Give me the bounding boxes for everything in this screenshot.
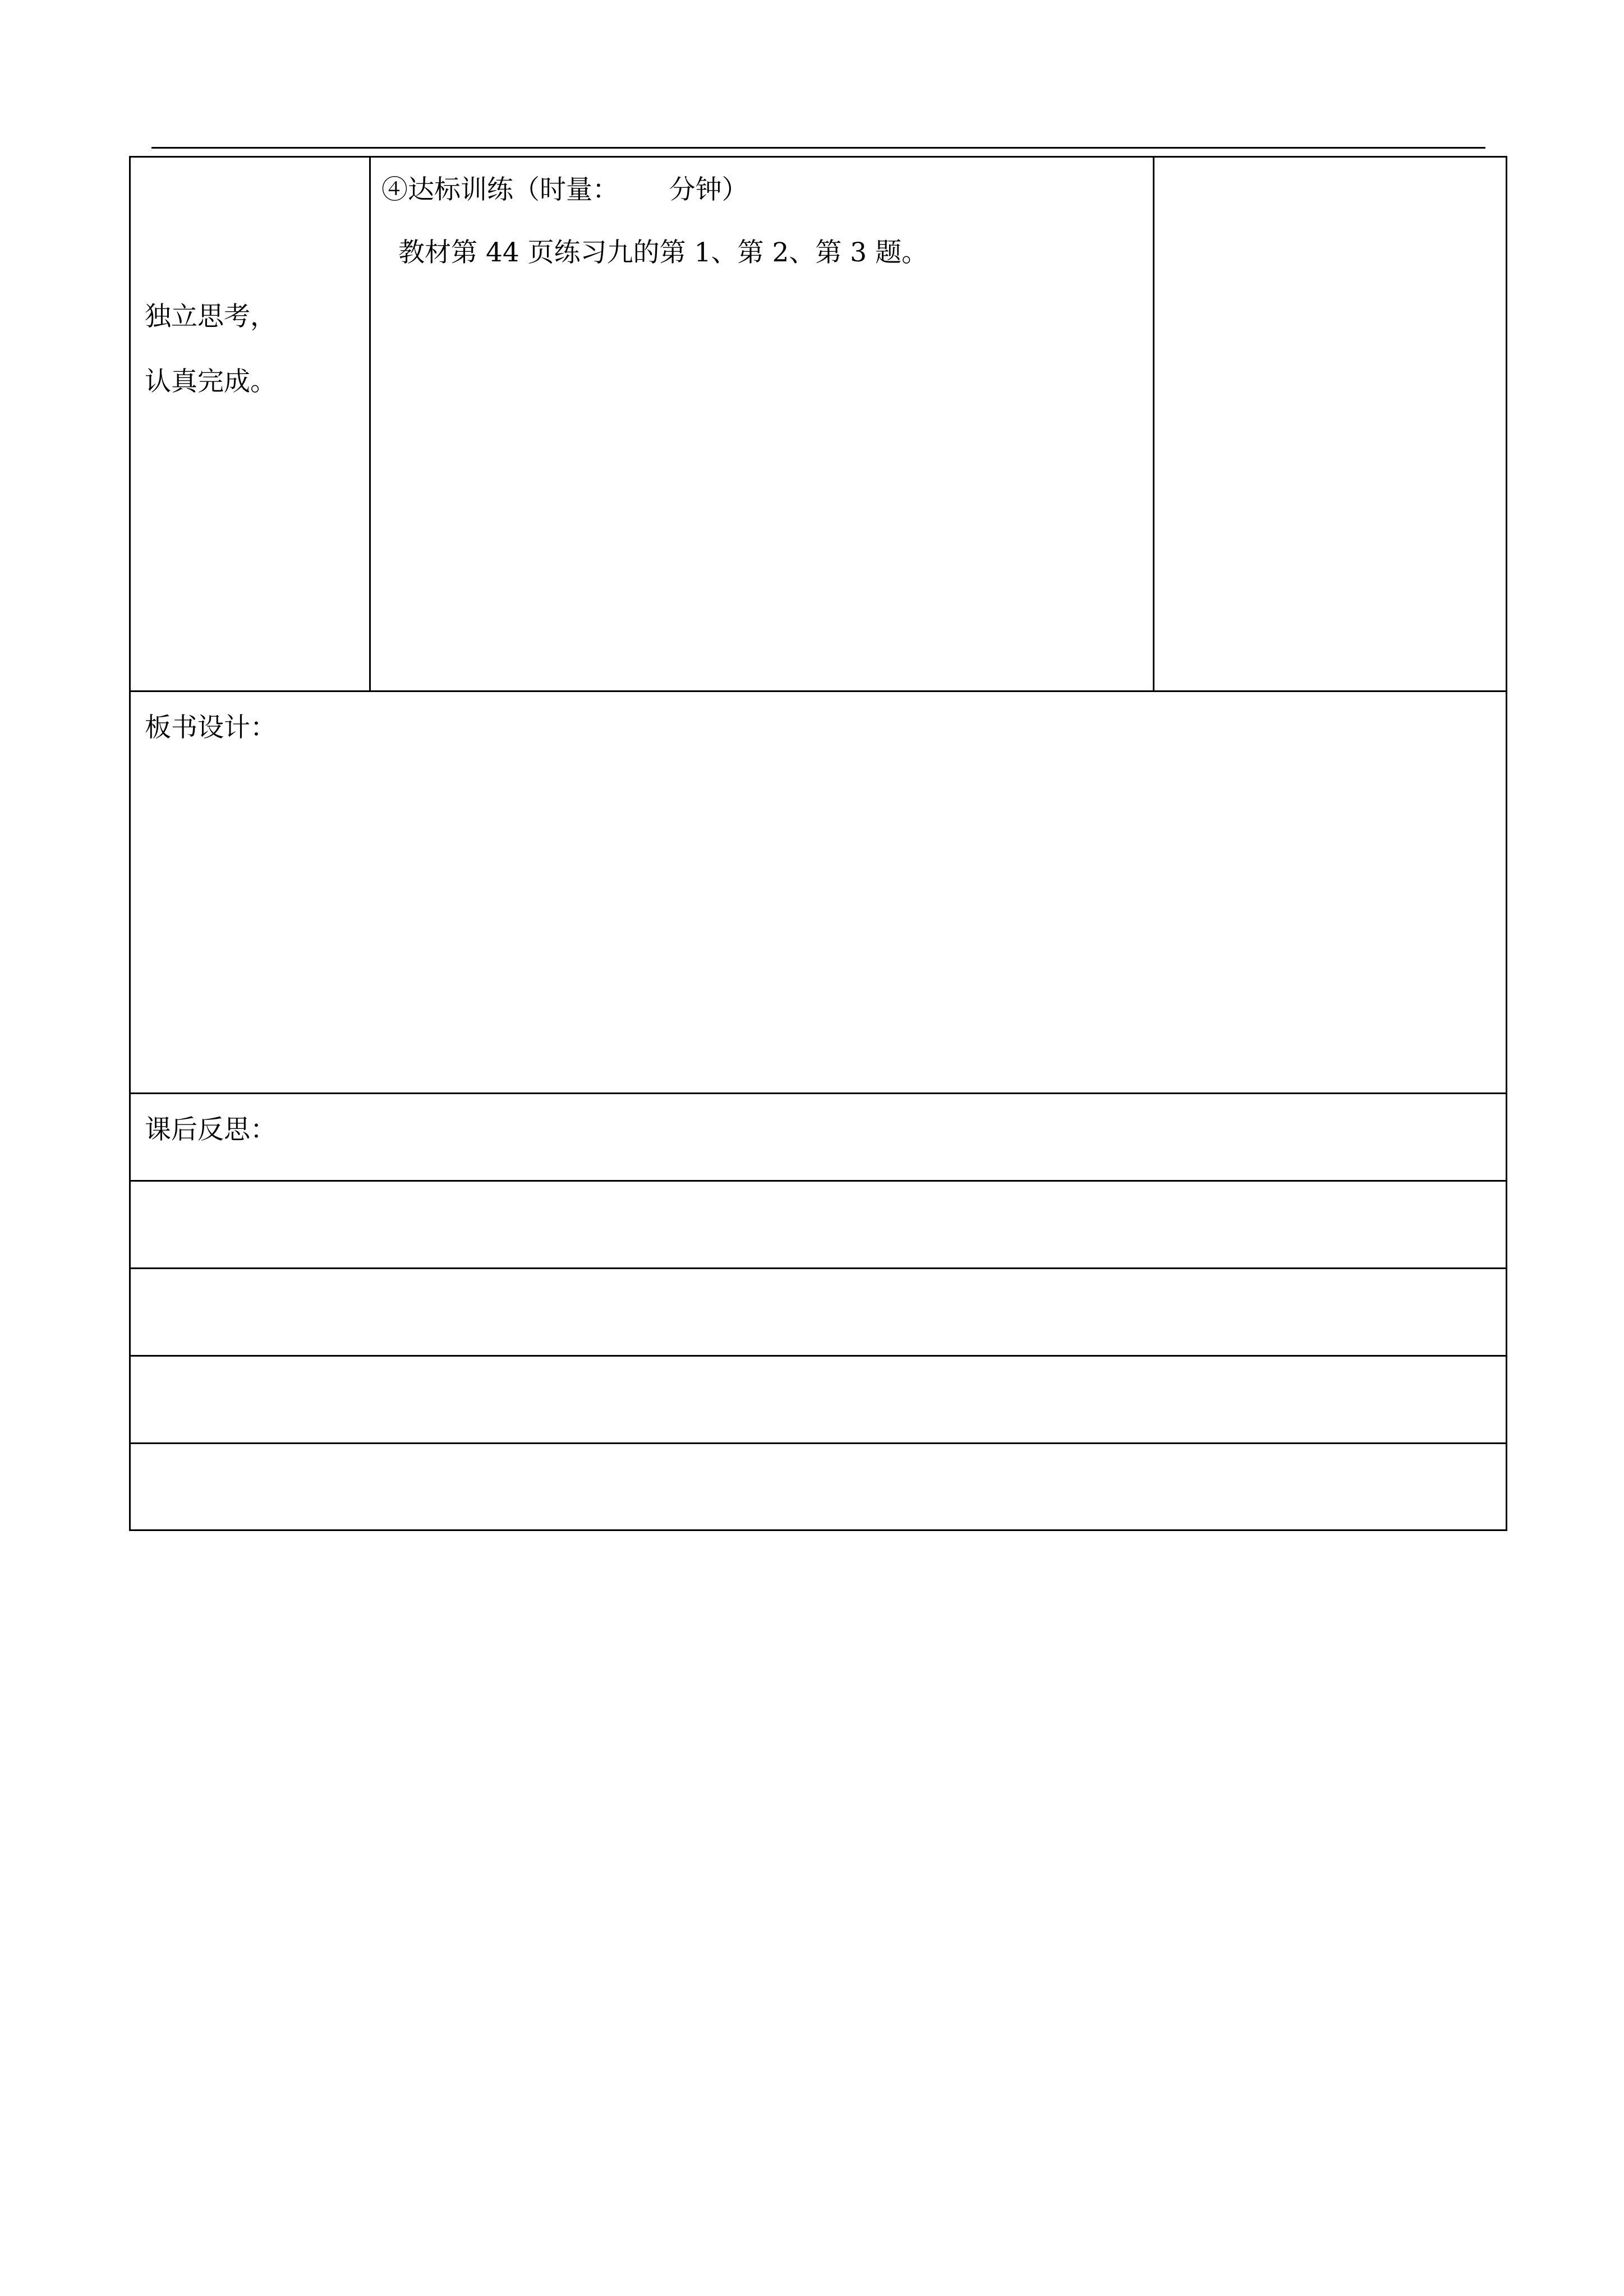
student-activity-line-1: 独立思考， [145, 301, 277, 332]
row-divider-4 [129, 1267, 1507, 1269]
student-activity-line-2: 认真完成。 [145, 366, 277, 397]
row-divider-1 [129, 690, 1507, 692]
target-training-heading: ④达标训练（时量： 分钟） [381, 174, 748, 205]
row-divider-5 [129, 1355, 1507, 1357]
row-divider-6 [129, 1442, 1507, 1444]
target-training-content: 教材第 44 页练习九的第 1、第 2、第 3 题。 [398, 237, 928, 268]
lesson-table [129, 156, 1507, 1531]
row-divider-2 [129, 1092, 1507, 1094]
column-divider-left [369, 156, 371, 691]
reflection-label: 课后反思： [145, 1114, 277, 1145]
board-design-label: 板书设计： [145, 712, 277, 743]
column-divider-right [1153, 156, 1154, 691]
header-rule [151, 147, 1485, 149]
row-divider-3 [129, 1180, 1507, 1182]
